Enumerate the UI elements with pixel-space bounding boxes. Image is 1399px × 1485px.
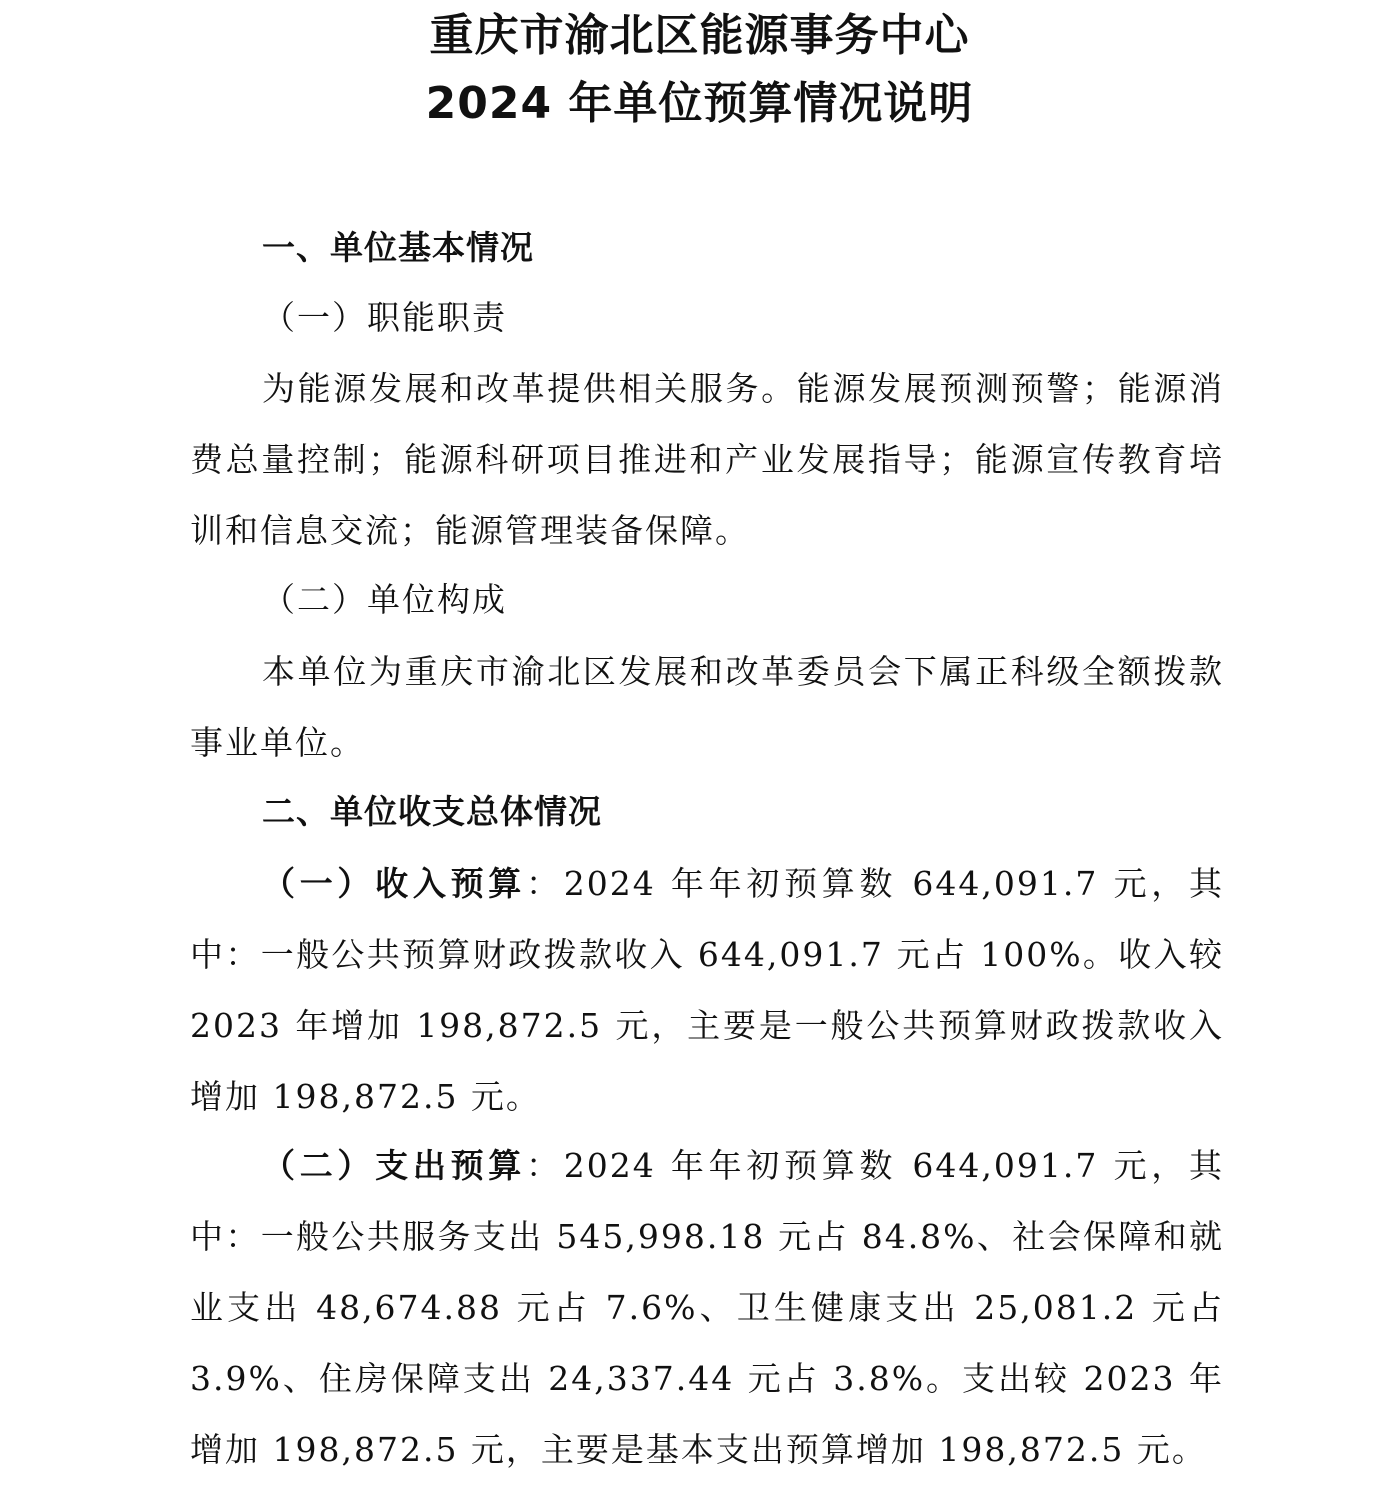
- section2-heading: 二、单位收支总体情况: [262, 792, 602, 831]
- composition-paragraph: 本单位为重庆市渝北区发展和改革委员会下属正科级全额拨款事业单位。: [190, 652, 1224, 762]
- expense-text: ：2024 年年初预算数 644,091.7 元，其中：一般公共服务支出 545,998.18 元占 84.8%、社会保障和就业支出 48,674.88 元占 7.6%、卫生健康支出 25,081.2 元占 3.9%、住房保障支出 24,337.44 元占 3.8%。支出较 2023 年增加 198,872.5 元，主要是基本支出预算增加 198,872.5 元。: [190, 1146, 1225, 1469]
- income-paragraph: [190, 848, 1224, 1132]
- income-text: ：2024 年年初预算数 644,091.7 元，其中：一般公共预算财政拨款收入 644,091.7 元占 100%。收入较 2023 年增加 198,872.5 元，主要是一般公共预算财政拨款收入增加 198,872.5 元。: [190, 864, 1225, 1116]
- expense-paragraph: [190, 1130, 1224, 1485]
- income-label: （一）收入预算: [262, 864, 527, 903]
- section1-sub1-heading: （一）职能职责: [262, 298, 507, 337]
- section1-sub2-heading: （二）单位构成: [262, 580, 507, 619]
- document-title-line1: 重庆市渝北区能源事务中心: [429, 10, 970, 61]
- expense-label: （二）支出预算: [262, 1146, 527, 1185]
- duties-paragraph: 为能源发展和改革提供相关服务。能源发展预测预警；能源消费总量控制；能源科研项目推进和产业发展指导；能源宣传教育培训和信息交流；能源管理装备保障。: [190, 369, 1224, 550]
- document-title-line2: 2024 年单位预算情况说明: [425, 78, 974, 129]
- section1-heading: 一、单位基本情况: [262, 228, 534, 267]
